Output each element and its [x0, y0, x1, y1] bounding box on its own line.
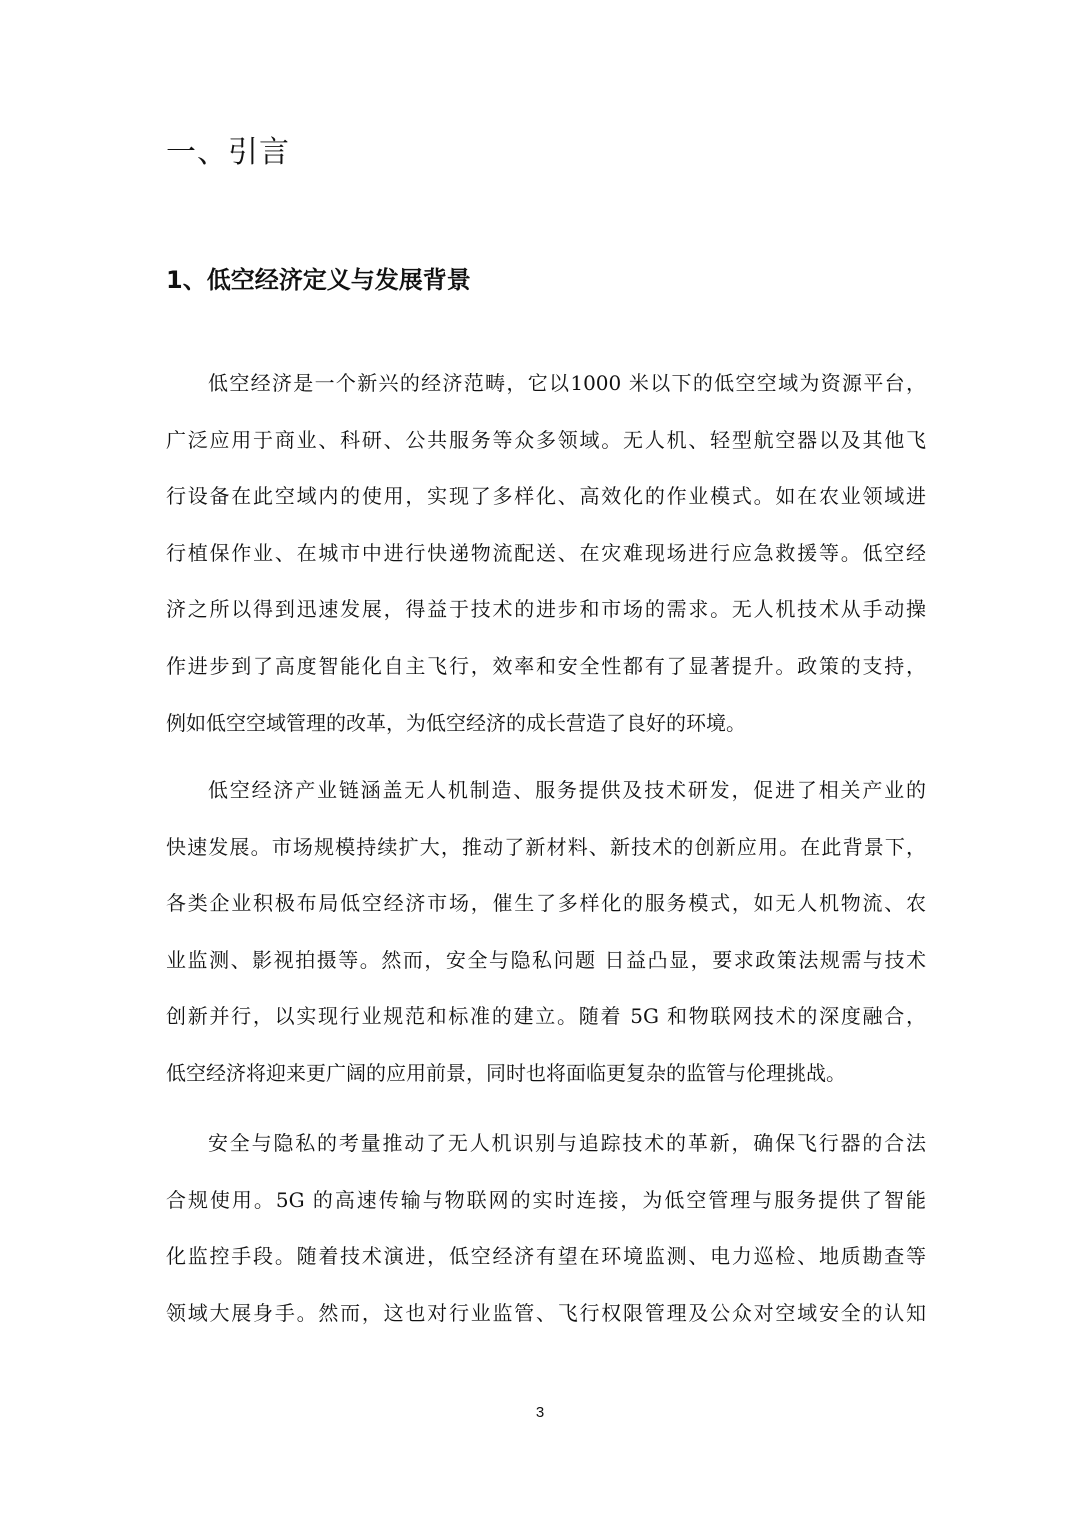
paragraph-line: 安全与隐私的考量推动了无人机识别与追踪技术的革新，确保飞行器的合法 [208, 1131, 926, 1155]
paragraph-line: 例如低空空域管理的改革，为低空经济的成长营造了良好的环境。 [166, 710, 746, 735]
paragraph-line: 合规使用。5G 的高速传输与物联网的实时连接，为低空管理与服务提供了智能 [166, 1187, 926, 1212]
paragraph-2 [166, 762, 926, 1102]
paragraph-line: 广泛应用于商业、科研、公共服务等众多领域。无人机、轻型航空器以及其他飞 [166, 427, 926, 452]
paragraph-line: 各类企业积极布局低空经济市场，催生了多样化的服务模式，如无人机物流、农 [166, 891, 926, 916]
paragraph-line: 创新并行，以实现行业规范和标准的建立。随着 5G 和物联网技术的深度融合， [166, 1004, 926, 1029]
paragraph-line: 低空经济是一个新兴的经济范畴，它以1000 米以下的低空空域为资源平台， [208, 371, 926, 395]
paragraph-line: 化监控手段。随着技术演进，低空经济有望在环境监测、电力巡检、地质勘查等 [166, 1244, 926, 1269]
paragraph-line: 领域大展身手。然而，这也对行业监管、飞行权限管理及公众对空域安全的认知 [166, 1300, 926, 1325]
section-heading: 1、低空经济定义与发展背景 [166, 266, 471, 294]
paragraph-line: 行植保作业、在城市中进行快递物流配送、在灾难现场进行应急救援等。低空经 [166, 540, 926, 565]
paragraph-line: 低空经济产业链涵盖无人机制造、服务提供及技术研发，促进了相关产业的 [208, 778, 926, 802]
paragraph-line: 业监测、影视拍摄等。然而，安全与隐私问题 日益凸显，要求政策法规需与技术 [166, 947, 926, 972]
page-number: 3 [535, 1404, 545, 1421]
paragraph-line: 低空经济将迎来更广阔的应用前景，同时也将面临更复杂的监管与伦理挑战。 [166, 1060, 846, 1085]
paragraph-1 [166, 355, 926, 751]
paragraph-line: 快速发展。市场规模持续扩大，推动了新材料、新技术的创新应用。在此背景下， [166, 834, 926, 859]
paragraph-line: 济之所以得到迅速发展，得益于技术的进步和市场的需求。无人机技术从手动操 [166, 597, 926, 622]
chapter-heading: 一、引言 [166, 135, 290, 170]
paragraph-line: 作进步到了高度智能化自主飞行，效率和安全性都有了显著提升。政策的支持， [166, 653, 926, 678]
paragraph-3 [166, 1115, 926, 1341]
paragraph-line: 行设备在此空域内的使用，实现了多样化、高效化的作业模式。如在农业领域进 [166, 484, 926, 509]
